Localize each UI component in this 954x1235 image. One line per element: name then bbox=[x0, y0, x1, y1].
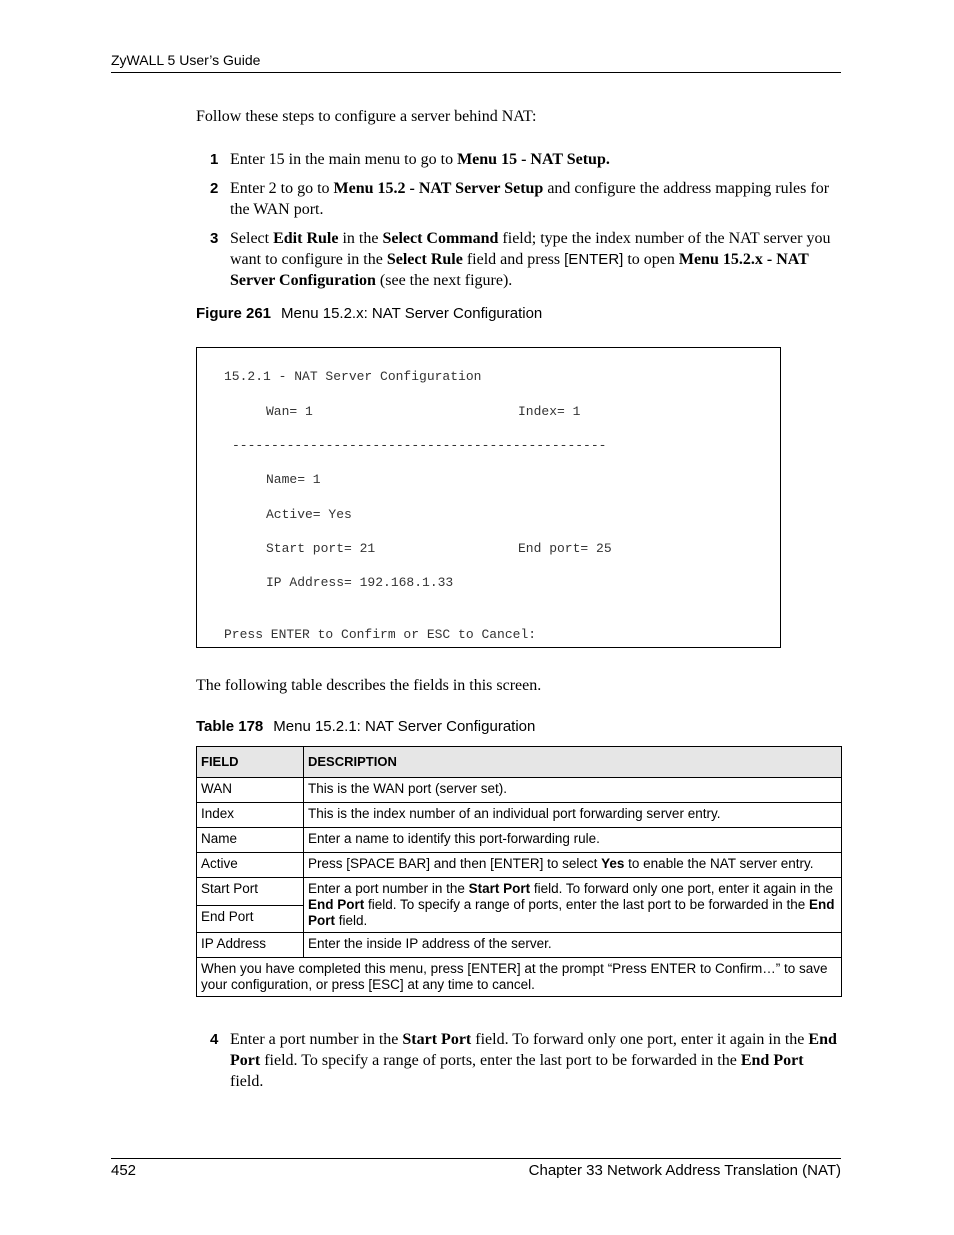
table-footer-note: When you have completed this menu, press [ENTER] at the prompt “Press ENTER to Confirm…” to save your configuration, or press [ESC] at any time to cancel. bbox=[197, 958, 842, 997]
table-label: Table 178 bbox=[196, 718, 264, 735]
table-caption bbox=[196, 718, 535, 735]
footer-divider bbox=[111, 1158, 841, 1159]
figure-label: Figure 261 bbox=[196, 305, 272, 322]
table-row bbox=[197, 853, 842, 878]
chapter-title: Chapter 33 Network Address Translation (NAT) bbox=[528, 1162, 841, 1179]
table-footer-row bbox=[197, 958, 842, 997]
active-field: Active= Yes bbox=[266, 507, 352, 522]
ip-address-field: IP Address= 192.168.1.33 bbox=[266, 575, 454, 590]
field-description-table bbox=[196, 746, 842, 997]
figure-title: Menu 15.2.x: NAT Server Configuration bbox=[281, 305, 543, 322]
table-row bbox=[197, 933, 842, 958]
field-cell: Active bbox=[197, 853, 304, 878]
name-field: Name= 1 bbox=[266, 472, 321, 487]
description-cell: This is the index number of an individual port forwarding server entry. bbox=[304, 803, 842, 828]
wan-field: Wan= 1 bbox=[266, 404, 313, 419]
terminal-screen bbox=[196, 347, 781, 648]
screen-divider: ------------------------------------------------ bbox=[232, 438, 607, 453]
screen-title: 15.2.1 - NAT Server Configuration bbox=[224, 369, 482, 384]
table-row bbox=[197, 803, 842, 828]
figure-caption bbox=[196, 305, 542, 322]
description-cell: Enter a port number in the Start Port field. To forward only one port, enter it again in the End Port field. To specify a range of ports, enter the last port to be forwarded in the End Port field. bbox=[304, 878, 842, 933]
step-3: 3 Select Edit Rule in the Select Command field; type the index number of the NAT server you want to configure in the Select Rule field and press [ENTER] to open Menu 15.2.x - NAT Server Configuration (see the next figure). bbox=[210, 230, 831, 289]
field-cell: Name bbox=[197, 828, 304, 853]
field-cell: Index bbox=[197, 803, 304, 828]
intro-paragraph: Follow these steps to configure a server behind NAT: bbox=[196, 108, 537, 125]
table-title: Menu 15.2.1: NAT Server Configuration bbox=[273, 718, 536, 735]
steps-list bbox=[210, 149, 840, 299]
start-port-field: Start port= 21 bbox=[266, 541, 376, 556]
step-2: 2 Enter 2 to go to Menu 15.2 - NAT Server Setup and configure the address mapping rules for the WAN port. bbox=[210, 180, 830, 218]
description-cell: Enter the inside IP address of the server. bbox=[304, 933, 842, 958]
step-number: 2 bbox=[210, 180, 219, 197]
header-title: ZyWALL 5 User’s Guide bbox=[111, 52, 261, 68]
step-4: 4 Enter a port number in the Start Port field. To forward only one port, enter it again in the End Port field. To specify a range of ports, enter the last port to be forwarded in the End Port field. bbox=[210, 1031, 837, 1090]
table-intro-paragraph: The following table describes the fields in this screen. bbox=[196, 677, 542, 694]
description-cell: This is the WAN port (server set). bbox=[304, 778, 842, 803]
running-header bbox=[111, 52, 841, 73]
step-number: 3 bbox=[210, 230, 219, 247]
table-row bbox=[197, 828, 842, 853]
table-header-row bbox=[197, 747, 842, 778]
index-field: Index= 1 bbox=[518, 404, 581, 419]
description-cell: Enter a name to identify this port-forwarding rule. bbox=[304, 828, 842, 853]
step-1: 1 Enter 15 in the main menu to go to Menu 15 - NAT Setup. bbox=[210, 151, 610, 168]
description-cell: Press [SPACE BAR] and then [ENTER] to select Yes to enable the NAT server entry. bbox=[304, 853, 842, 878]
header-description: DESCRIPTION bbox=[304, 747, 842, 778]
field-cell: Start Port bbox=[197, 878, 304, 906]
table-row bbox=[197, 778, 842, 803]
table-row bbox=[197, 878, 842, 906]
page-number: 452 bbox=[111, 1162, 137, 1179]
end-port-field: End port= 25 bbox=[518, 541, 612, 556]
confirm-prompt: Press ENTER to Confirm or ESC to Cancel: bbox=[224, 627, 537, 642]
step-number: 4 bbox=[210, 1031, 219, 1048]
field-cell: End Port bbox=[197, 905, 304, 933]
step-number: 1 bbox=[210, 151, 219, 168]
field-cell: WAN bbox=[197, 778, 304, 803]
field-cell: IP Address bbox=[197, 933, 304, 958]
header-field: FIELD bbox=[197, 747, 304, 778]
